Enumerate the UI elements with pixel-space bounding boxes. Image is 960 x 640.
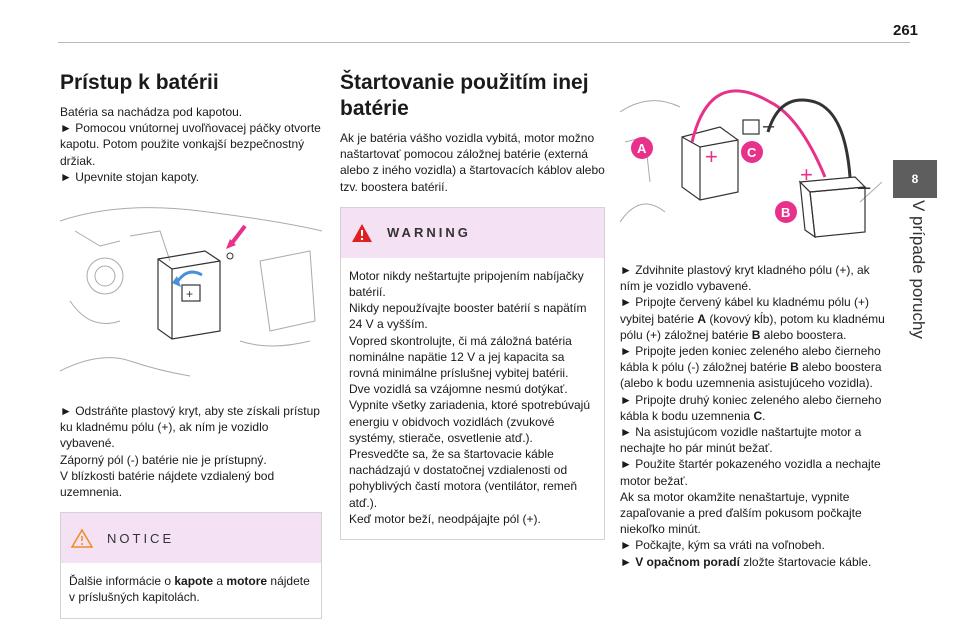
notice-header	[61, 513, 321, 563]
warning-triangle-icon	[351, 223, 373, 243]
step-line: ► Počkajte, kým sa vráti na voľnobeh.	[620, 538, 825, 553]
label-c: C	[747, 145, 757, 160]
warning-line: Keď motor beží, neodpájajte pól (+).	[349, 511, 541, 526]
engine-bay-drawing	[60, 201, 322, 381]
notice-label: NOTICE	[107, 530, 175, 546]
left-column	[60, 64, 322, 619]
step-line: ► Odstráňte plastový kryt, aby ste získali prístup ku kladnému pólu (+), ak ním je vozidlo vybavené.	[60, 404, 320, 451]
warning-line: Presvedčte sa, že sa štartovacie káble nachádzajú v dostatočnej vzdialenosti od pohyblivých častí motora (ventilátor, remeň atď.).	[349, 447, 578, 510]
page-number: 261	[893, 22, 919, 39]
minus-sign-ground: –	[763, 115, 775, 137]
step-line: ► Zdvihnite plastový kryt kladného pólu (+), ak ním je vozidlo vybavené.	[620, 263, 870, 294]
warning-line: Vypnite všetky zariadenia, ktoré spotrebúvajú energiu v obidvoch vozidlách (zvukové systémy, stierače, osvetlenie atď.).	[349, 398, 591, 445]
warning-line: Motor nikdy neštartujte pripojením nabíjačky batérií.	[349, 268, 584, 300]
chapter-title: V prípade poruchy	[909, 200, 928, 339]
intro-line: ► Upevnite stojan kapoty.	[60, 169, 200, 184]
middle-column	[340, 64, 605, 540]
warning-line: Dve vozidlá sa vzájomne nesmú dotýkať.	[349, 382, 568, 397]
notice-triangle-icon	[71, 528, 93, 548]
intro-paragraph: Ak je batéria vášho vozidla vybitá, motor možno naštartovať pomocou záložnej batérie (externá alebo z iného vozidla) a štartovacích káblov alebo tzv. boostera batérií.	[340, 131, 605, 194]
notice-body	[61, 563, 321, 617]
svg-text:+: +	[186, 287, 194, 302]
jump-cable-drawing	[620, 82, 882, 247]
right-column	[620, 72, 885, 570]
header-rule	[58, 42, 910, 43]
label-b: B	[781, 205, 791, 220]
step-line: ► Pripojte jeden koniec zeleného alebo čierneho kábla k pólu (-) záložnej batérie B alebo boostera (alebo k bodu uzemnenia asistujúceho vozidla).	[620, 344, 882, 391]
plus-sign-a: +	[705, 144, 718, 169]
step-line: ► Použite štartér pokazeného vozidla a nechajte motor bežať.	[620, 457, 881, 488]
section-title-jump-start: Štartovanie použitím inej batérie	[340, 71, 589, 120]
warning-box	[340, 207, 605, 540]
battery-cover-illustration	[60, 201, 322, 391]
step-line: ► Pripojte červený kábel ku kladnému pólu (+) vybitej batérie A (kovový kĺb), potom ku kladnému pólu (+) záložnej batérie B alebo boostera.	[620, 295, 885, 342]
chapter-tab[interactable]: 8	[893, 160, 937, 198]
step-line: V blízkosti batérie nájdete vzdialený bod uzemnenia.	[60, 468, 275, 500]
label-a: A	[637, 141, 647, 156]
intro-line: ► Pomocou vnútornej uvoľňovacej páčky otvorte kapotu. Potom použite vonkajší bezpečnostný držiak.	[60, 121, 321, 168]
step-line: ► V opačnom poradí zložte štartovacie káble.	[620, 554, 872, 569]
plus-sign-b: +	[800, 162, 813, 187]
jump-cable-illustration	[620, 82, 885, 252]
step-line: ► Pripojte druhý koniec zeleného alebo čierneho kábla k bodu uzemnenia C.	[620, 392, 882, 423]
step-line: ► Na asistujúcom vozidle naštartujte motor a nechajte ho pár minút bežať.	[620, 425, 862, 456]
step-line: Ak sa motor okamžite nenaštartuje, vypnite zapaľovanie a pred ďalším pokusom počkajte niekoľko minút.	[620, 489, 862, 537]
warning-line: Nikdy nepoužívajte booster batérií s napätím 24 V a vyšším.	[349, 301, 587, 332]
warning-label: WARNING	[387, 225, 471, 241]
warning-header	[341, 208, 604, 258]
intro-line: Batéria sa nachádza pod kapotou.	[60, 105, 243, 119]
minus-sign-b: –	[858, 174, 871, 199]
notice-text: Ďalšie informácie o kapote a motore nájdete v príslušných kapitolách.	[69, 574, 310, 605]
section-title-battery-access: Prístup k batérii	[60, 71, 219, 94]
notice-box	[60, 512, 322, 618]
warning-body	[341, 258, 604, 539]
step-line: Záporný pól (-) batérie nie je prístupný.	[60, 452, 267, 467]
warning-line: Vopred skontrolujte, či má záložná batéria nominálne napätie 12 V a jej kapacita sa rovná minimálne príslušnej vybitej batérii.	[349, 333, 572, 381]
